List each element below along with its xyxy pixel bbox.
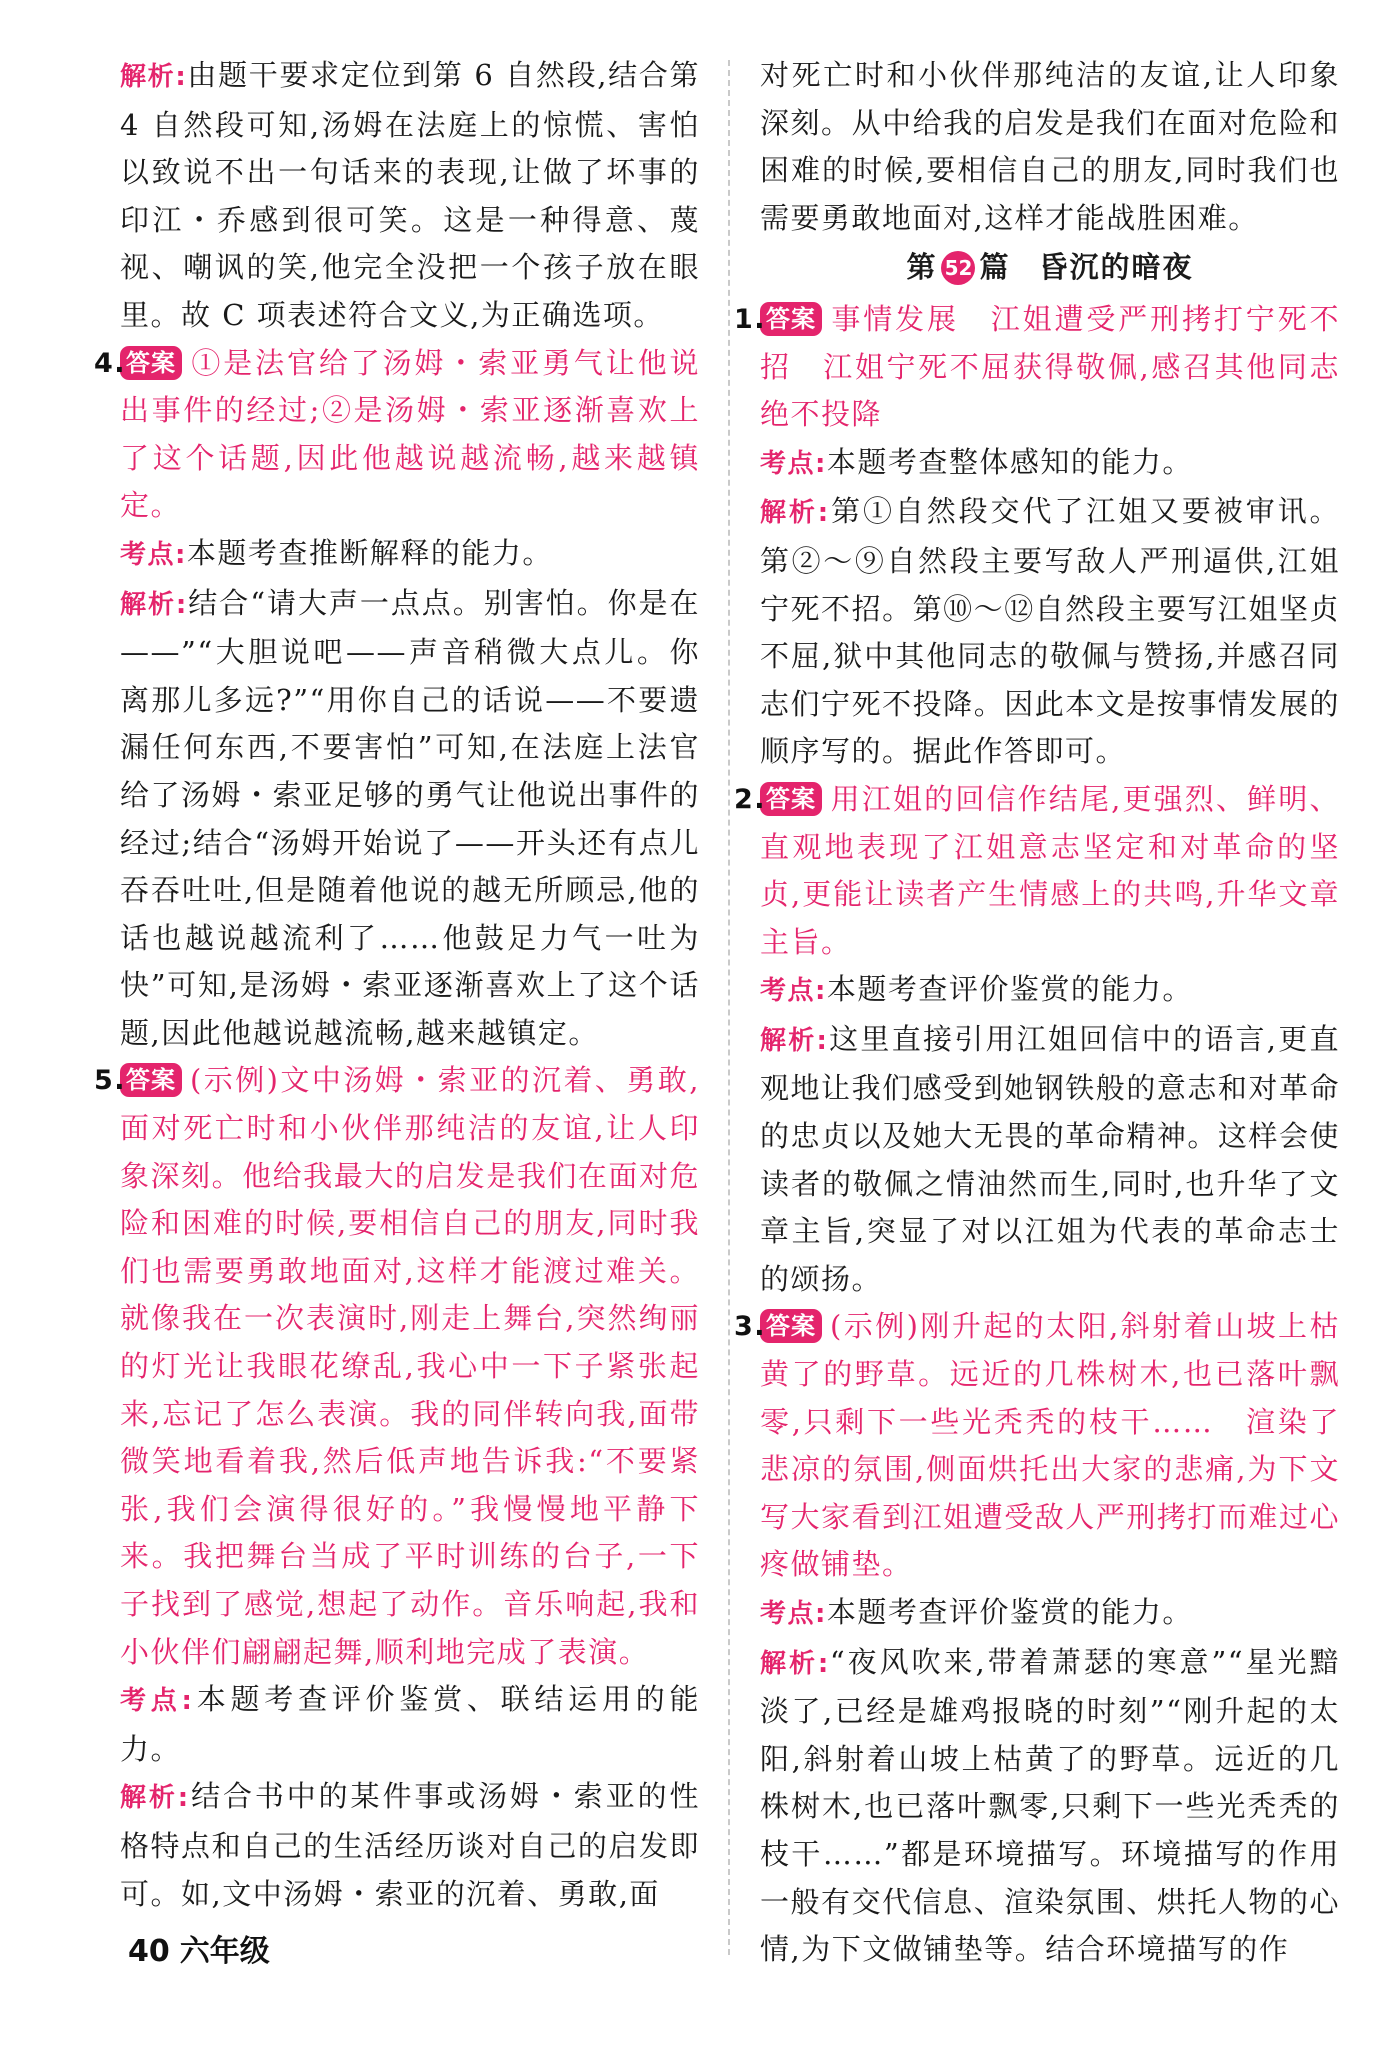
- question-3: [734, 1303, 1340, 1973]
- grade-label: 六年级: [179, 1934, 270, 1969]
- analysis-text: 结合书中的某件事或汤姆・索亚的性格特点和自己的生活经历谈对自己的启发即可。如,文中汤姆・索亚的沉着、勇敢,面: [120, 1779, 700, 1911]
- analysis-text: 由题干要求定位到第 6 自然段,结合第 4 自然段可知,汤姆在法庭上的惊慌、害怕以致说不出一句话来的表现,让做了坏事的印江・乔感到很可笑。这是一种得意、蔑视、嘲讽的笑,他完全没把一个孩子放在眼里。故 C 项表述符合文义,为正确选项。: [120, 58, 700, 332]
- exam-point-text: 本题考查评价鉴赏的能力。: [826, 1595, 1193, 1629]
- analysis-text: 结合“请大声一点点。别害怕。你是在——”“大胆说吧——声音稍微大点儿。你离那儿多远?”“用你自己的话说——不要遗漏任何东西,不要害怕”可知,在法庭上法官给了汤姆・索亚足够的勇气让他说出事件的经过;结合“汤姆开始说了——开头还有点儿吞吞吐吐,但是随着他说的越无所顾忌,他的话也越说越流利了……他鼓足力气一吐为快”可知,是汤姆・索亚逐渐喜欢上了这个话题,因此他越说越流畅,越来越镇定。: [120, 585, 700, 1050]
- analysis-text: “夜风吹来,带着萧瑟的寒意”“星光黯淡了,已经是雄鸡报晓的时刻”“刚升起的太阳,斜射着山坡上枯黄了的野草。远近的几株树木,也已落叶飘零,只剩下一些光秃秃的枝干……”都是环境描写。环境描写的作用一般有交代信息、渲染氛围、烘托人物的心情,为下文做铺垫等。结合环境描写的作: [760, 1644, 1340, 1967]
- answer-badge: 答案: [120, 1063, 182, 1097]
- left-column: [94, 52, 700, 1918]
- analysis-label: 解析:: [760, 1025, 829, 1056]
- question-number: 1.: [734, 303, 767, 335]
- question-number: 5.: [94, 1065, 127, 1097]
- exam-point-text: 本题考查评价鉴赏、联结运用的能力。: [120, 1682, 700, 1766]
- question-1: [734, 296, 1340, 776]
- question-2: [734, 776, 1340, 1304]
- analysis-label: 解析:: [120, 62, 188, 92]
- exam-point-label: 考点:: [760, 1599, 827, 1629]
- section-prefix: 第: [906, 250, 938, 285]
- question-number: 4.: [94, 347, 127, 379]
- analysis-label: 解析:: [760, 1648, 830, 1679]
- answer-badge: 答案: [120, 346, 182, 380]
- answer-text: ①是法官给了汤姆・索亚勇气让他说出事件的经过;②是汤姆・索亚逐渐喜欢上了这个话题,因此他越说越流畅,越来越镇定。: [120, 345, 700, 523]
- section-heading: [760, 244, 1340, 292]
- section-number-badge: 52: [941, 251, 975, 285]
- section-title: 昏沉的暗夜: [1038, 250, 1194, 285]
- answer-badge: 答案: [760, 782, 822, 816]
- exam-point-label: 考点:: [120, 1686, 194, 1717]
- page-number: 40: [128, 1934, 170, 1969]
- answer-text: 事情发展 江姐遭受严刑拷打宁死不招 江姐宁死不屈获得敬佩,感召其他同志绝不投降: [760, 301, 1340, 432]
- question-5: [94, 1057, 700, 1918]
- question-4: [94, 340, 700, 1058]
- question-number: 2.: [734, 783, 767, 815]
- analysis-label: 解析:: [760, 498, 830, 529]
- continued-paragraph: 对死亡时和小伙伴那纯洁的友谊,让人印象深刻。从中给我的启发是我们在面对危险和困难的时候,要相信自己的朋友,同时我们也需要勇敢地面对,这样才能战胜困难。: [760, 58, 1340, 235]
- exam-point-text: 本题考查整体感知的能力。: [826, 444, 1193, 479]
- exam-point-label: 考点:: [760, 448, 827, 479]
- right-column: [734, 52, 1340, 1974]
- analysis-label: 解析:: [120, 1783, 190, 1814]
- analysis-paragraph: [120, 52, 700, 340]
- analysis-text: 这里直接引用江姐回信中的语言,更直观地让我们感受到她钢铁般的意志和对革命的忠贞以及她大无畏的革命精神。这样会使读者的敬佩之情油然而生,同时,也升华了文章主旨,突显了对以江姐为代表的革命志士的颂扬。: [760, 1021, 1340, 1296]
- exam-point-label: 考点:: [120, 539, 187, 570]
- analysis-label: 解析:: [120, 589, 188, 620]
- question-number: 3.: [734, 1311, 767, 1343]
- section-suffix: 篇: [979, 250, 1011, 285]
- answer-badge: 答案: [760, 1309, 822, 1343]
- exam-point-text: 本题考查评价鉴赏的能力。: [826, 972, 1193, 1007]
- answer-text: 用江姐的回信作结尾,更强烈、鲜明、直观地表现了江姐意志坚定和对革命的坚贞,更能让读者产生情感上的共鸣,升华文章主旨。: [760, 781, 1340, 959]
- answer-text: (示例)刚升起的太阳,斜射着山坡上枯黄了的野草。远近的几株树木,也已落叶飘零,只剩下一些光秃秃的枝干…… 渲染了悲凉的氛围,侧面烘托出大家的悲痛,为下文写大家看到江姐遭受敌人严刑拷打而难过心疼做铺垫。: [760, 1309, 1340, 1582]
- column-divider: [728, 60, 730, 1955]
- exam-point-label: 考点:: [760, 976, 827, 1007]
- page-footer: [128, 1926, 270, 1970]
- answer-text: (示例)文中汤姆・索亚的沉着、勇敢,面对死亡时和小伙伴那纯洁的友谊,让人印象深刻。他给我最大的启发是我们在面对危险和困难的时候,要相信自己的朋友,同时我们也需要勇敢地面对,这样才能渡过难关。就像我在一次表演时,刚走上舞台,突然绚丽的灯光让我眼花缭乱,我心中一下子紧张起来,忘记了怎么表演。我的同伴转向我,面带微笑地看着我,然后低声地告诉我:“不要紧张,我们会演得很好的。”我慢慢地平静下来。我把舞台当成了平时训练的台子,一下子找到了感觉,想起了动作。音乐响起,我和小伙伴们翩翩起舞,顺利地完成了表演。: [120, 1063, 700, 1669]
- analysis-text: 第①自然段交代了江姐又要被审讯。第②～⑨自然段主要写敌人严刑逼供,江姐宁死不招。第⑩～⑫自然段主要写江姐坚贞不屈,狱中其他同志的敬佩与赞扬,并感召同志们宁死不投降。因此本文是按事情发展的顺序写的。据此作答即可。: [760, 494, 1340, 769]
- exam-point-text: 本题考查推断解释的能力。: [186, 535, 553, 570]
- answer-badge: 答案: [760, 302, 822, 336]
